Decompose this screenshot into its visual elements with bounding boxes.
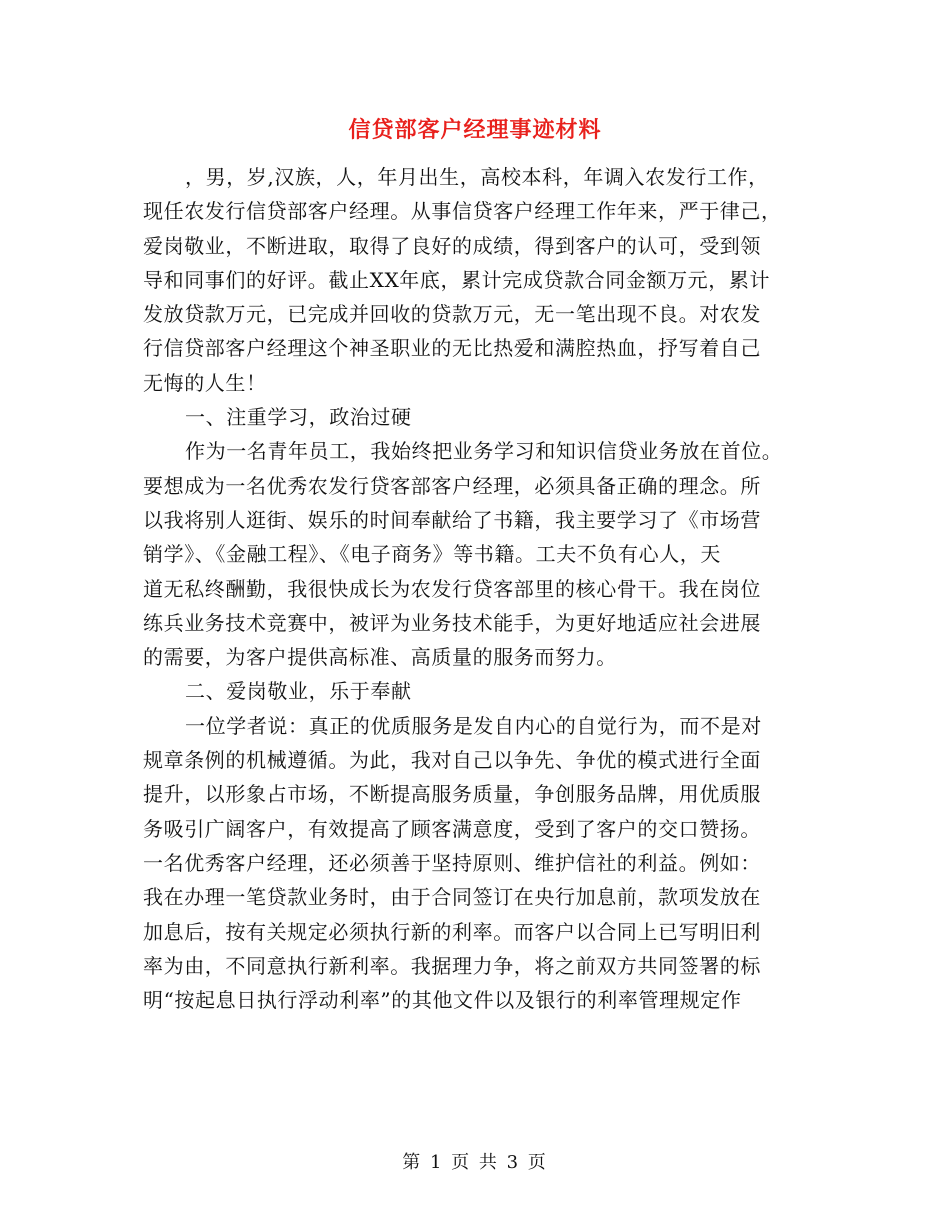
- paragraph-line: 爱岗敬业，不断进取，取得了良好的成绩，得到客户的认可，受到领: [143, 233, 761, 258]
- paragraph-line: 规章条例的机械遵循。为此，我对自己以争先、争优的模式进行全面: [143, 748, 761, 773]
- page-number-footer: 第 1 页 共 3 页: [402, 1152, 548, 1173]
- paragraph-line: 一位学者说：真正的优质服务是发自内心的自觉行为，而不是对: [185, 713, 762, 738]
- paragraph-line: 发放贷款万元，已完成并回收的贷款万元，无一笔出现不良。对农发: [143, 302, 761, 327]
- section-heading: 一、注重学习，政治过硬: [185, 405, 412, 430]
- paragraph-line: 率为由，不同意执行新利率。我据理力争，将之前双方共同签署的标: [143, 953, 761, 978]
- paragraph-line: ，男，岁,汉族，人，年月出生，高校本科，年调入农发行工作，: [185, 165, 769, 189]
- paragraph-line: 无悔的人生！: [143, 370, 267, 395]
- document-body: [143, 160, 813, 1017]
- paragraph-line: 要想成为一名优秀农发行贷客部客户经理，必须具备正确的理念。所: [143, 473, 761, 498]
- paragraph-line: 道无私终酬勤，我很快成长为农发行贷客部里的核心骨干。我在岗位: [143, 576, 761, 601]
- paragraph-line: 练兵业务技术竞赛中，被评为业务技术能手，为更好地适应社会进展: [143, 610, 761, 635]
- paragraph-line: 行信贷部客户经理这个神圣职业的无比热爱和满腔热血，抒写着自己: [143, 336, 761, 361]
- paragraph-line: 作为一名青年员工，我始终把业务学习和知识信贷业务放在首位。: [185, 439, 783, 464]
- paragraph-line: 加息后，按有关规定必须执行新的利率。而客户以合同上已写明旧利: [143, 919, 761, 944]
- paragraph-line: 一名优秀客户经理，还必须善于坚持原则、维护信社的利益。例如：: [143, 850, 761, 875]
- paragraph-line: 导和同事们的好评。截止XX年底，累计完成贷款合同金额万元，累计: [143, 267, 771, 292]
- paragraph-line: 现任农发行信贷部客户经理。从事信贷客户经理工作年来，严于律己，: [143, 199, 782, 224]
- document-title: 信贷部客户经理事迹材料: [348, 117, 602, 143]
- paragraph-line: 务吸引广阔客户，有效提高了顾客满意度，受到了客户的交口赞扬。: [143, 816, 761, 841]
- paragraph-line: 以我将别人逛街、娱乐的时间奉献给了书籍，我主要学习了《市场营: [143, 507, 761, 532]
- paragraph-line: 销学》、《金融工程》、《电子商务》等书籍。工夫不负有心人，天: [143, 542, 721, 567]
- paragraph-line: 我在办理一笔贷款业务时，由于合同签订在央行加息前，款项发放在: [143, 885, 761, 910]
- paragraph-line: 明“按起息日执行浮动利率”的其他文件以及银行的利率管理规定作: [143, 988, 742, 1013]
- paragraph-line: 提升，以形象占市场，不断提高服务质量，争创服务品牌，用优质服: [143, 782, 761, 807]
- section-heading: 二、爱岗敬业，乐于奉献: [185, 679, 412, 704]
- paragraph-line: 的需要，为客户提供高标准、高质量的服务而努力。: [143, 645, 617, 670]
